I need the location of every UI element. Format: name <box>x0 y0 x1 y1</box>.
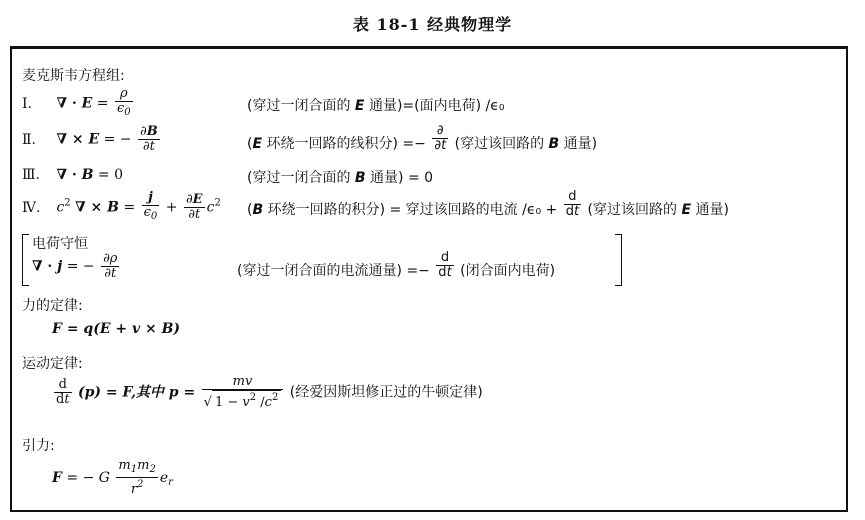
eq2-desc-c: (穿过该回路的 <box>454 136 545 152</box>
conservation-eq: ∇ · j = − $\frac{\partial\rho}{\partial t}$ (穿过一闭合面的电流通量) =− $\frac{d}{dt}$ (闭合面内电荷) <box>32 249 556 281</box>
eq3-desc-a: (穿过一闭合面的 <box>247 170 351 186</box>
maxwell-eq-3: Ⅲ. ∇ · B = 0 (穿过一闭合面的 B 通量) = 0 <box>22 167 434 186</box>
eq4-desc-d: 通量) <box>695 202 729 218</box>
eq3-numeral: Ⅲ. <box>22 167 40 183</box>
conservation-desc-a: (穿过一闭合面的电流通量) =− <box>237 263 430 279</box>
eq2-desc-d: 通量) <box>563 136 598 152</box>
eq1-desc-b: 通量)=(面内电荷) /ϵ₀ <box>368 98 505 114</box>
left-bracket <box>22 234 29 286</box>
table-caption: 表 18-1 经典物理学 <box>352 15 513 34</box>
conservation-heading: 电荷守恒 <box>32 236 88 252</box>
motion-equation: $\frac{d}{dt}$ (p) = F,其中 p = $\frac{mv}{√ 1 - v^2 /c^2}$ (经爱因斯坦修正过的牛顿定律) <box>56 374 483 410</box>
maxwell-heading: 麦克斯韦方程组: <box>22 68 125 84</box>
conservation-desc-b: (闭合面内电荷) <box>460 263 556 279</box>
eq4-desc-b: 环绕一回路的积分) = 穿过该回路的电流 /ϵ₀ + <box>267 202 558 218</box>
motion-mid: (p) = F,其中 p = <box>78 384 196 401</box>
maxwell-eq-2: Ⅱ. ∇ × E = − $\frac{\partial B}{\partial t}$ (E 环绕一回路的线积分) =− $\frac{\partial}{\partial t}$ (穿过该回路的 B 通量) <box>22 122 598 154</box>
gravity-heading: 引力: <box>22 438 55 454</box>
force-equation: F = q(E + v × B) <box>52 321 181 337</box>
eq1-numeral: Ⅰ. <box>22 95 32 112</box>
motion-heading: 运动定律: <box>22 356 83 372</box>
force-heading: 力的定律: <box>22 298 83 314</box>
eq3-desc-b: 通量) = 0 <box>370 170 434 186</box>
motion-note: (经爱因斯坦修正过的牛顿定律) <box>289 384 483 401</box>
gravity-equation: F = − G $\frac{m_1m_2}{r^2}$ $e_r$ <box>52 458 173 497</box>
eq3-rhs: = 0 <box>97 167 124 183</box>
eq2-desc-a: ( <box>247 136 253 152</box>
eq2-numeral: Ⅱ. <box>22 131 36 148</box>
eq2-desc-b: 环绕一回路的线积分) =− <box>266 136 426 152</box>
eq1-desc-a: (穿过一闭合面的 <box>247 98 351 114</box>
eq4-desc-a: ( <box>247 202 253 218</box>
eq4-numeral: Ⅳ. <box>22 199 41 216</box>
maxwell-eq-1: Ⅰ. ∇ · E = $\frac{\rho}{\epsilon_0}$ (穿过一闭合面的 E 通量)=(面内电荷) /ϵ₀ <box>22 86 505 118</box>
formula-table <box>10 46 848 512</box>
maxwell-eq-4: Ⅳ. $c^2$ ∇ × B = $\frac{j}{\epsilon_0}$ + $\frac{\partial E}{\partial t}$ $c^2$ (B 环绕一回路的积分) = 穿过该回路的电流 /ϵ₀ + $\frac{d}{dt}$ (穿过该回路的 E 通量) <box>22 188 729 222</box>
eq4-desc-c: (穿过该回路的 <box>587 202 678 218</box>
